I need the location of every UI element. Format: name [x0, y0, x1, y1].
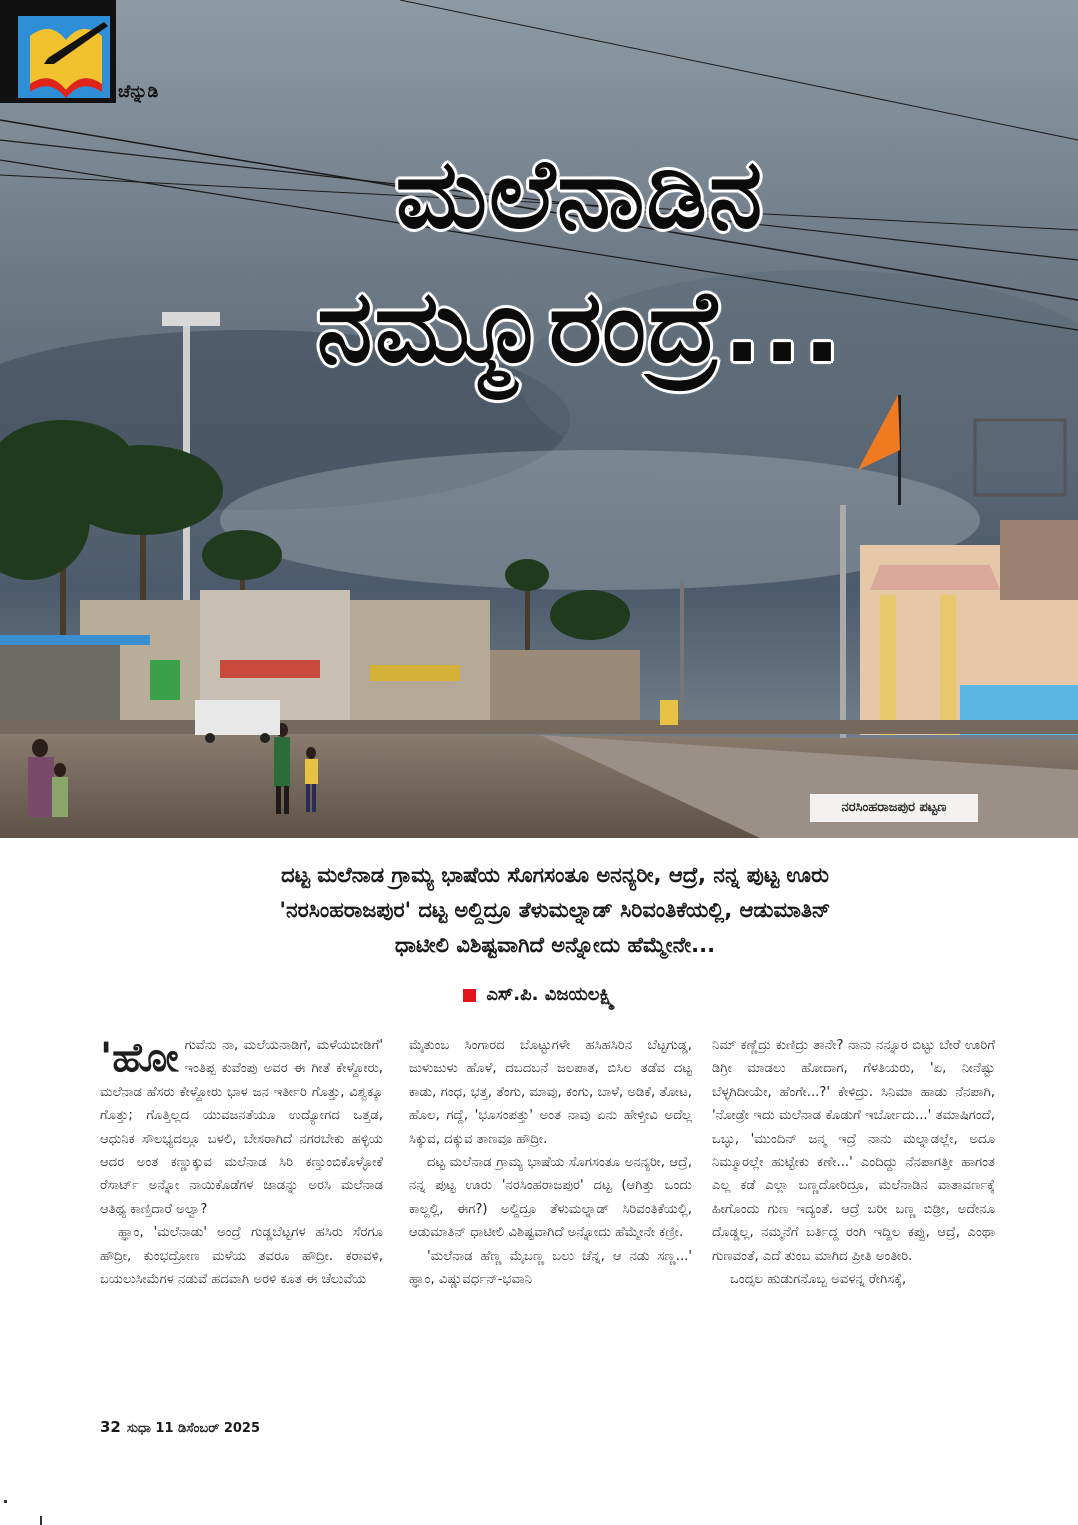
- standfirst-line: 'ನರಸಿಂಹರಾಜಪುರ' ದಟ್ಟ ಅಲ್ದಿದ್ರೂ ತೆಳುಮಲ್ನಾಡ್ ಸಿರಿವಂತಿಕೆಯಲ್ಲಿ, ಆಡುಮಾತಿನ್: [279, 898, 831, 922]
- issue-date: ಸುಧಾ 11 ಡಿಸೆಂಬರ್ 2025: [126, 1421, 261, 1436]
- paragraph: ಹ್ಞಾಂ, 'ಮಲೆನಾಡು' ಅಂದ್ರೆ ಗುಡ್ಡಬೆಟ್ಟಗಳ ಹಸಿರು ಸೆರಗೂ ಹೌದ್ರೀ, ಕುಂಭದ್ರೋಣ ಮಳೆಯ ತವರೂ ಹೌದ್ರೀ. ಕರಾವಳಿ, ಬಯಲುಸೀಮೆಗಳ ನಡುವೆ ಹದವಾಗಿ ಅರಳಿ ಕೂತ ಈ ಚೆಲುವೆಯ: [100, 1225, 383, 1288]
- crop-mark: [4, 1500, 7, 1503]
- byline-square-icon: [463, 989, 476, 1002]
- standfirst-line: ದಟ್ಟ ಮಲೆನಾಡ ಗ್ರಾಮ್ಯ ಭಾಷೆಯ ಸೊಗಸಂತೂ ಅನನ್ಯರೀ, ಆದ್ರೆ, ನನ್ನ ಪುಟ್ಟ ಊರು: [281, 863, 829, 887]
- paragraph: ಒಂದ್ಸಲ ಹುಡುಗನೊಬ್ಬ ಅವಳನ್ನ ರೇಗಿಸಕ್ಕೆ,: [730, 1272, 907, 1288]
- paragraph: ಮೈತುಂಬ ಸಿಂಗಾರದ ಬೊಟ್ಟುಗಳೇ ಹಸಿಹಸಿರಿನ ಬೆಟ್ಟಗುಡ್ಡ, ಜುಳುಜುಳು ಹೊಳೆ, ದಬದಬನೆ ಜಲಪಾತ, ಬಿಸಿಲ ತಡೆವ ದಟ್ಟ ಕಾಡು, ಗಂಧ, ಭತ್ತ, ತೆಂಗು, ಮಾವು, ಕಂಗು, ಬಾಳೆ, ಅಡಿಕೆ, ತೋಟ, ಹೊಲ, ಗದ್ದೆ, 'ಭೂಸಂಪತ್ತು' ಅಂತ ನಾವು ಏನು ಹೇಳ್ತೀವಿ ಅದೆಲ್ಲ ಸಿಕ್ಕುವ, ದಕ್ಕುವ ತಾಣವೂ ಹೌದ್ರೀ.: [409, 1038, 692, 1147]
- headline-line-2: ನಮ್ಮೂರಂದ್ರೆ...: [316, 268, 844, 385]
- book-pen-logo-icon: [0, 0, 116, 103]
- drop-cap: 'ಹೋ: [100, 1034, 179, 1081]
- standfirst-line: ಧಾಟೀಲಿ ವಿಶಿಷ್ಟವಾಗಿದೆ ಅನ್ನೋದು ಹೆಮ್ಮೇನೇ...: [394, 933, 716, 957]
- page-folio: [100, 1418, 260, 1436]
- page-number: 32: [100, 1418, 121, 1436]
- article-column-3: [712, 1034, 995, 1291]
- author-name: ಎಸ್‌.ಪಿ. ವಿಜಯಲಕ್ಷ್ಮಿ: [486, 984, 615, 1005]
- section-label: ಚೆನ್ನುಡಿ: [118, 82, 159, 102]
- paragraph: ನಿಮ್ ಕಣ್ಣೆದ್ರು ಕುಣಿದ್ರು ತಾನೇ? ನಾನು ನನ್ನೂರ ಬಿಟ್ಟು ಬೇರೆ ಊರಿಗೆ ಡಿಗ್ರೀ ಮಾಡಲು ಹೋದಾಗ, ಗೆಳತಿಯರು, 'ಏ, ನೀನೆಷ್ಟು ಬೆಳ್ಳಗಿದೀಯೇ, ಹೆಂಗೇ...?' ಕೇಳಿದ್ರು. ಸಿನಿಮಾ ಹಾಡು ನೆನಪಾಗಿ, 'ನೋಡ್ರೇ ಇದು ಮಲೆನಾಡ ಕೊಡುಗೆ ಇರ್ಬೋದು...' ತಮಾಷಿಗಂದೆ, ಒಬ್ಳು, 'ಮುಂದಿನ್ ಜನ್ಮ ಇದ್ರೆ ನಾನು ಮಲ್ನಾಡಲ್ಲೇ, ಅದೂ ನಿಮ್ಮೂರಲ್ಲೇ ಹುಟ್ಟೇಕು ಕಣೇ...' ಎಂದಿದ್ದು ನೆನಪಾಗತ್ತೀ ಹಾಗಂತ ಎಲ್ಲ ಕಡೆ ಎಲ್ಲಾ ಬಣ್ಣದೋರಿದ್ರೂ, ಮಲೆನಾಡಿನ ವಾತಾವರ್ಣಕ್ಕೆ ಹೀಗೊಂದು ಗುಣ ಇದ್ಯಂತೆ. ಆದ್ರೆ ಬರೀ ಬಣ್ಣ ಬಿಡ್ರೀ, ಅದೇನೂ ದೊಡ್ಡಲ್ಲ, ನಮ್ಮನೆಗೆ ಬರ್ತಿದ್ದ ರಂಗಿ ಇದ್ದಿಲ ಕಪ್ಪು, ಆದ್ರೆ, ಎಂಥಾ ಗುಣವಂತೆ, ಎದೆ ತುಂಬ ಮಾಗಿದ ಪ್ರೀತಿ ಅಂತೀರಿ.: [712, 1038, 995, 1264]
- headline-line-1: ಮಲೆನಾಡಿನ: [395, 138, 765, 250]
- crop-mark: [40, 1516, 42, 1525]
- paragraph-text: ಗುವೆನು ನಾ, ಮಲೆಯನಾಡಿಗೆ, ಮಳೆಯಬೀಡಿಗೆ' ಇಂತಿಪ್ಪ ಕುವೆಂಪು ಅವರ ಈ ಗೀತೆ ಕೇಳ್ದೋರು, ಮಲೆನಾಡ ಹೆಸರು ಕೇಳ್ದೋರು ಭಾಳ ಜನ ಇರ್ತೀರಿ ಗೊತ್ತು, ವಿಶ್ವಕ್ಕೂ ಗೊತ್ತು; ಗೊತ್ತಿಲ್ಲದ ಯುವಜನತೆಯೂ ಉದ್ಯೋಗದ ಒತ್ತಡ, ಆಧುನಿಕ ಸೌಲಭ್ಯದಲ್ಲೂ ಬಳಲಿ, ಬೇಸರಾಗಿದೆ ನಗರಬೇಕು ಹಳ್ಳಿಯ ಆದರ ಅಂತ ಕಣ್ಣುಕ್ಕುವ ಮಲೆನಾಡ ಸಿರಿ ಕಣ್ತುಂಬಿಕೊಳ್ಳೋಕೆ ರೆಸಾರ್ಟ್ ಅನ್ನೋ ನಾಯಿಕೊಡೆಗಳ ಜಾಡನ್ನು ಅರಸಿ ಮಲೆನಾಡ ಆತಿಥ್ಯ ಕಾಣ್ತಿದಾರೆ ಅಲ್ವಾ?: [100, 1038, 383, 1217]
- paragraph: ದಟ್ಟ ಮಲೆನಾಡ ಗ್ರಾಮ್ಯ ಭಾಷೆಯ ಸೊಗಸಂತೂ ಅನನ್ಯರೀ, ಆದ್ರೆ, ನನ್ನ ಪುಟ್ಟ ಊರು 'ನರಸಿಂಹರಾಜಪುರ' ದಟ್ಟ (ಆಗಿತ್ತು ಒಂದು ಕಾಲ್ದಲ್ಲಿ, ಈಗ?) ಅಲ್ದಿದ್ರೂ ತೆಳುಮಲ್ನಾಡ್ ಸಿರಿವಂತಿಕೆಯಲ್ಲಿ, ಆಡುಮಾತಿನ್ ಧಾಟೀಲಿ ವಿಶಿಷ್ಟವಾಗಿದೆ ಅನ್ನೋದು ಹೆಮ್ಮೇನೇ ಕಣ್ರೀ.: [409, 1155, 692, 1241]
- section-logo: [0, 0, 116, 103]
- photo-caption: ನರಸಿಂಹರಾಜಪುರ ಪಟ್ಟಣ: [810, 794, 978, 822]
- paragraph: [100, 1034, 383, 1221]
- paragraph: 'ಮಲೆನಾಡ ಹೆಣ್ಣ ಮೈಬಣ್ಣ ಬಲು ಚೆನ್ನ, ಆ ನಡು ಸಣ್ಣ...' ಹ್ಞಾಂ, ವಿಷ್ಣುವರ್ಧನ್-ಭವಾನಿ: [409, 1248, 692, 1288]
- article-column-2: [409, 1034, 692, 1291]
- article-column-1: [100, 1034, 383, 1291]
- byline: [0, 984, 1078, 1005]
- standfirst: [160, 858, 950, 963]
